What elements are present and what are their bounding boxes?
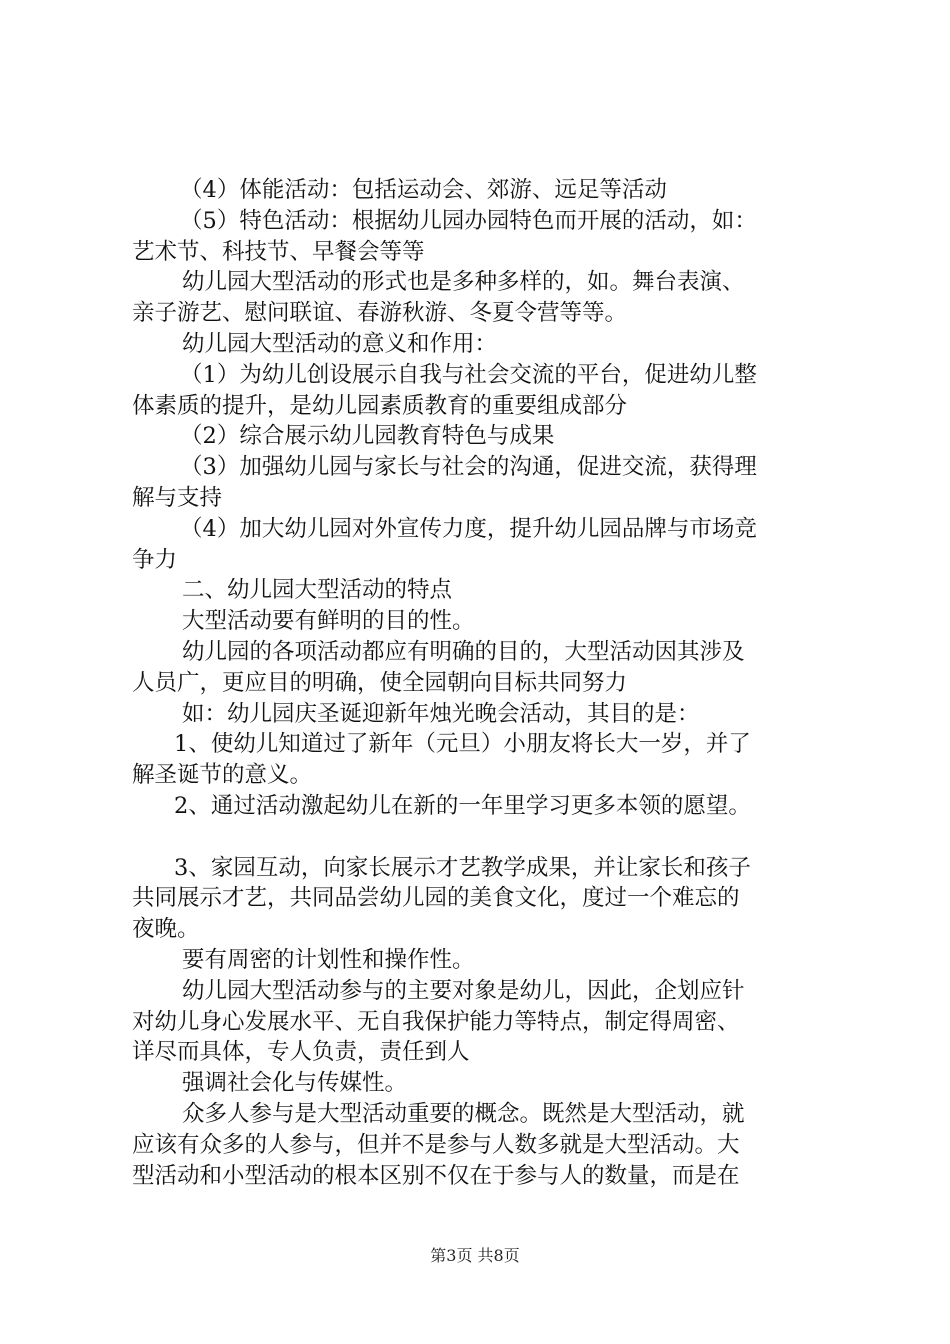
text-line: 亲子游艺、慰问联谊、春游秋游、冬夏令营等等。 xyxy=(132,300,628,327)
text-line: 型活动和小型活动的根本区别不仅在于参与人的数量，而是在 xyxy=(132,1162,740,1189)
page-number: 第3页 共8页 xyxy=(430,1246,520,1265)
text-line: 幼儿园的各项活动都应有明确的目的，大型活动因其涉及 xyxy=(182,638,745,665)
text-line: 人员广，更应目的明确，使全园朝向目标共同努力 xyxy=(132,669,628,696)
document-body xyxy=(132,175,832,1191)
text-line: 共同展示才艺，共同品尝幼儿园的美食文化，度过一个难忘的 xyxy=(132,885,740,912)
text-line: 体素质的提升，是幼儿园素质教育的重要组成部分 xyxy=(132,392,628,419)
text-line: 3、家园互动，向家长展示才艺教学成果，并让家长和孩子 xyxy=(174,854,751,881)
text-line: 艺术节、科技节、早餐会等等 xyxy=(132,238,425,265)
text-line: 详尽而具体，专人负责，责任到人 xyxy=(132,1039,470,1066)
text-line: 2、通过活动激起幼儿在新的一年里学习更多本领的愿望。 xyxy=(174,792,751,819)
text-line: 应该有众多的人参与，但并不是参与人数多就是大型活动。大 xyxy=(132,1131,740,1158)
text-line: （1）为幼儿创设展示自我与社会交流的平台，促进幼儿整 xyxy=(180,361,757,388)
text-line: 争力 xyxy=(132,546,178,573)
text-line: 1、使幼儿知道过了新年（元旦）小朋友将长大一岁，并了 xyxy=(174,731,751,758)
page-footer xyxy=(0,1245,950,1267)
text-line: （3）加强幼儿园与家长与社会的沟通，促进交流，获得理 xyxy=(180,454,757,481)
blank-line xyxy=(132,822,832,853)
text-line: 对幼儿身心发展水平、无自我保护能力等特点，制定得周密、 xyxy=(132,1008,740,1035)
text-line: 众多人参与是大型活动重要的概念。既然是大型活动，就 xyxy=(182,1100,745,1127)
text-line: 二、幼儿园大型活动的特点 xyxy=(182,577,453,604)
text-line: 要有周密的计划性和操作性。 xyxy=(182,946,475,973)
text-line: 解与支持 xyxy=(132,484,223,511)
text-line: （5）特色活动：根据幼儿园办园特色而开展的活动，如： xyxy=(180,207,757,234)
text-line: （4）体能活动：包括运动会、郊游、远足等活动 xyxy=(180,177,667,203)
text-line: 幼儿园大型活动参与的主要对象是幼儿，因此，企划应针 xyxy=(182,977,745,1004)
text-line: 幼儿园大型活动的形式也是多种多样的，如。舞台表演、 xyxy=(182,269,745,296)
text-line: 如：幼儿园庆圣诞迎新年烛光晚会活动，其目的是： xyxy=(182,700,700,727)
text-line: 幼儿园大型活动的意义和作用： xyxy=(182,330,498,357)
text-line: 大型活动要有鲜明的目的性。 xyxy=(182,608,475,635)
text-line: 夜晚。 xyxy=(132,916,200,943)
text-line: 解圣诞节的意义。 xyxy=(132,762,313,789)
text-line: 强调社会化与传媒性。 xyxy=(182,1070,408,1097)
text-line: （2）综合展示幼儿园教育特色与成果 xyxy=(180,423,555,450)
text-line: （4）加大幼儿园对外宣传力度，提升幼儿园品牌与市场竞 xyxy=(180,515,757,542)
